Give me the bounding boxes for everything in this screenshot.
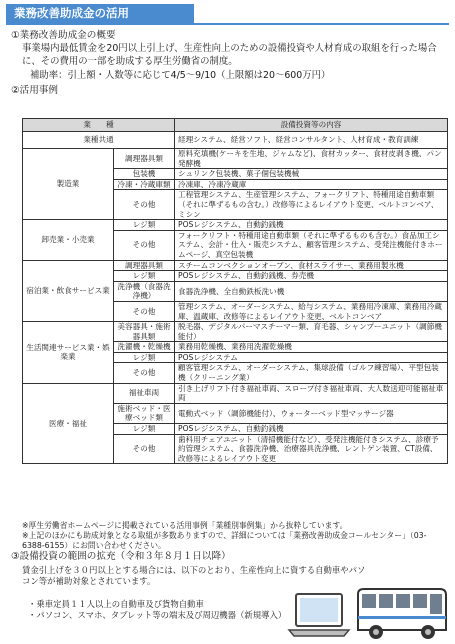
- category-cell: レジ類: [114, 424, 175, 435]
- category-cell: レジ類: [114, 220, 175, 231]
- table-row: [23, 132, 448, 149]
- table-row: [23, 260, 448, 271]
- content-cell: 顧客管理システム、オーダーシステム、集球設備（ゴルフ練習場）、平型包装機（クリーニング業）: [175, 363, 448, 383]
- footnote: ※上記のほかにも助成対象となる取組が多数ありますので、詳細については「業務改善助成金コールセンター」（03-6388-6155）にお問い合わせください。: [22, 531, 427, 551]
- category-cell: その他: [114, 363, 175, 383]
- content-cell: POSレジシステム: [175, 352, 448, 363]
- list-item: ・パソコン、スマホ、タブレット等の端末及び周辺機器（新規導入）: [28, 610, 287, 620]
- subsidy-rate: 補助率：引上額・人数等に応じて4/5〜9/10（上限額は20〜600万円）: [30, 70, 331, 81]
- industry-cell: 業種共通: [23, 132, 175, 149]
- content-cell: 脱毛器、デジタルパーマスチーマー類、育毛器、シャンプーユニット（調節機能付）: [175, 322, 448, 342]
- industry-cell: 生活関連サービス業・娯楽業: [23, 322, 114, 384]
- list-item: ・乗車定員１１人以上の自動車及び貨物自動車: [28, 599, 204, 609]
- section1-heading: ①業務改善助成金の概要: [11, 30, 116, 41]
- section1-body: 事業場内最低賃金を20円以上引上げ、生産性向上のための設備投資や人材育成の取組を行った場合に、その費用の一部を助成する厚生労働省の制度。: [22, 43, 437, 68]
- content-cell: 管理システム、オーダーシステム、給与システム、業務用冷凍庫、業務用冷蔵庫、温蔵庫、改修等によるレイアウト変更、ベルトコンベア: [175, 301, 448, 321]
- content-cell: POSレジシステム、自動釣銭機、券売機: [175, 271, 448, 282]
- category-cell: 福祉車両: [114, 383, 175, 403]
- category-cell: 洗浄機（食器洗浄機）: [114, 281, 175, 301]
- table-row: [23, 383, 448, 403]
- table-row: [23, 322, 448, 342]
- content-cell: シュリンク包装機、菓子個包装機械: [175, 169, 448, 180]
- content-cell: 食器洗浄機、全自動鉄板洗い機: [175, 281, 448, 301]
- section3-bullets: [28, 599, 286, 621]
- industry-cell: 宿泊業・飲食サービス業: [23, 260, 114, 322]
- content-cell: スチームコンベクションオーブン、食材スライサー、業務用製氷機: [175, 260, 448, 271]
- industry-cell: 卸売業・小売業: [23, 220, 114, 260]
- footnote: ※厚生労働省ホームページに掲載されている活用事例「業種別事例集」から抜粋しています。: [22, 521, 348, 530]
- table-header-row: [23, 119, 448, 132]
- header-content: 設備投資等の内容: [175, 119, 448, 132]
- content-cell: 工程管理システム、生産管理システム、フォークリフト、特種用途自動車類（それに準ずるもの含む。）改修等によるレイアウト変更、ベルトコンベア、ミシン: [175, 190, 448, 220]
- section3-body: 賃金引上げを３０円以上とする場合には、以下のとおり、生産性向上に資する自動車やパソコン等が補助対象とされています。: [22, 565, 366, 586]
- content-cell: POSレジシステム、自動釣銭機: [175, 424, 448, 435]
- footnotes: [22, 521, 448, 552]
- category-cell: その他: [114, 301, 175, 321]
- category-cell: 調理器具類: [114, 260, 175, 271]
- category-cell: 美容器具・施術器具類: [114, 322, 175, 342]
- category-cell: 包装機: [114, 169, 175, 180]
- case-table: [22, 118, 448, 464]
- category-cell: 施術ベッド・医療ベッド類: [114, 403, 175, 423]
- table-row: [23, 220, 448, 231]
- title-underline: [6, 23, 449, 25]
- category-cell: 調理器具類: [114, 149, 175, 169]
- content-cell: POSレジシステム、自動釣銭機: [175, 220, 448, 231]
- content-cell: 引き上げリフト付き福祉車両、スロープ付き福祉車両、大人数送迎可能福祉車両: [175, 383, 448, 403]
- content-cell: フォークリフト・特種用途自動車類（それに準ずるものも含む。）食品加工システム、会計・仕入・販売システム、顧客管理システム、受発注機能付きホームページ、真空包装機: [175, 230, 448, 260]
- category-cell: その他: [114, 434, 175, 464]
- content-cell: 原料充填機(ケーキを生地、ジャムなど)、食材カッター、食材皮剥き機、パン発酵機: [175, 149, 448, 169]
- laptop-icon: [286, 588, 352, 640]
- header-industry: 業 種: [23, 119, 175, 132]
- category-cell: レジ類: [114, 352, 175, 363]
- category-cell: その他: [114, 190, 175, 220]
- industry-cell: 医療・福祉: [23, 383, 114, 464]
- category-cell: 冷凍・冷蔵庫類: [114, 179, 175, 190]
- table-row: [23, 149, 448, 169]
- page-title: 業務改善助成金の活用: [6, 4, 194, 23]
- category-cell: 洗濯機・乾燥機: [114, 342, 175, 353]
- content-cell: 業務用乾燥機、業務用洗濯乾燥機: [175, 342, 448, 353]
- section2-heading: ②活用事例: [11, 85, 58, 96]
- section3-heading: ③設備投資の範囲の拡充（令和３年８月１日以降）: [11, 551, 231, 562]
- content-cell: 電動式ベッド（調節機能付）、ウォーターベッド型マッサージ器: [175, 403, 448, 423]
- industry-cell: 製造業: [23, 149, 114, 220]
- bus-icon: [354, 586, 450, 642]
- content-cell: 歯科用チェアユニット（清掃機能付など）、受発注機能付きシステム、診療予約管理システム、食器洗浄機、治療器具洗浄機、レントゲン装置、CT設備、改修等によるレイアウト変更: [175, 434, 448, 464]
- content-cell: 経理システム、経営ソフト、経営コンサルタント、人材育成・教育訓練: [175, 132, 448, 149]
- category-cell: その他: [114, 230, 175, 260]
- category-cell: レジ類: [114, 271, 175, 282]
- content-cell: 冷凍庫、冷凍冷蔵庫: [175, 179, 448, 190]
